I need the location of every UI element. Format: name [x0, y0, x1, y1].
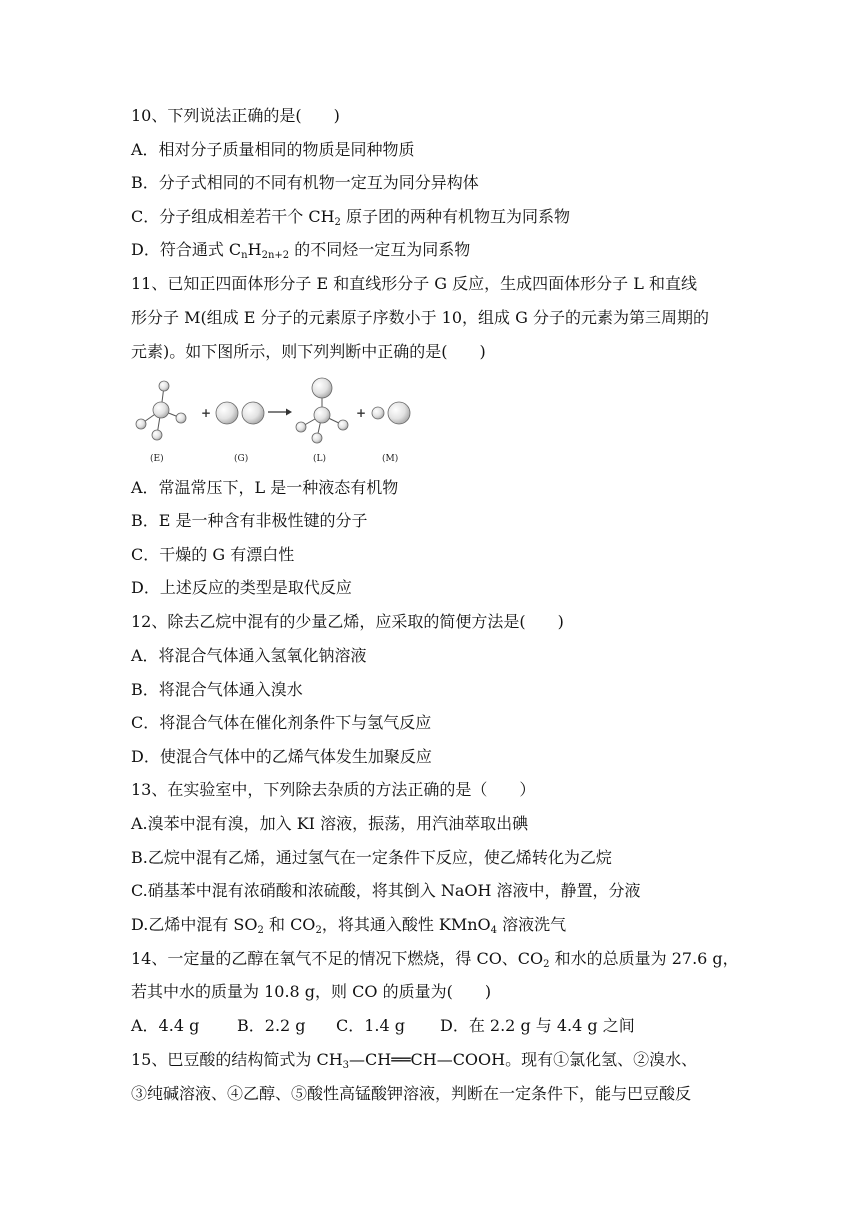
q12-option-b: B．将混合气体通入溴水	[131, 680, 303, 699]
q11-option-a: A．常温常压下，L 是一种液态有机物	[131, 478, 399, 497]
q12-stem: 12、除去乙烷中混有的少量乙烯，应采取的简便方法是( )	[131, 612, 564, 631]
label-g: (G)	[234, 454, 249, 464]
q13-stem: 13、在实验室中，下列除去杂质的方法正确的是（ ）	[131, 780, 536, 799]
q14-stem-line2: 若其中水的质量为 10.8 g，则 CO 的质量为( )	[131, 982, 492, 1001]
molecule-l	[296, 378, 348, 443]
reaction-arrow	[268, 409, 292, 416]
q12-option-d: D．使混合气体中的乙烯气体发生加聚反应	[131, 747, 432, 766]
q13-option-b: B.乙烷中混有乙烯，通过氢气在一定条件下反应，使乙烯转化为乙烷	[131, 848, 612, 867]
label-m: (M)	[382, 454, 399, 464]
q11-stem-line2: 形分子 M(组成 E 分子的元素原子序数小于 10，组成 G 分子的元素为第三周期的	[131, 308, 709, 327]
q11-option-c: C．干燥的 G 有漂白性	[131, 545, 295, 564]
q11-option-b: B．E 是一种含有非极性键的分子	[131, 511, 368, 530]
label-l: (L)	[313, 454, 326, 464]
q13-option-c: C.硝基苯中混有浓硝酸和浓硫酸，将其倒入 NaOH 溶液中，静置，分液	[131, 881, 641, 900]
q11-stem-line1: 11、已知正四面体形分子 E 和直线形分子 G 反应，生成四面体形分子 L 和直线	[131, 274, 697, 293]
q12-option-c: C．将混合气体在催化剂条件下与氢气反应	[131, 713, 432, 732]
q10-stem: 10、下列说法正确的是( )	[131, 106, 340, 125]
q15-stem-line2: ③纯碱溶液、④乙醇、⑤酸性高锰酸钾溶液，判断在一定条件下，能与巴豆酸反	[131, 1084, 692, 1103]
q10-option-d: D．符合通式 $C_nH_{2n+2}$ 的不同烃一定互为同系物	[131, 240, 471, 261]
molecule-reaction-diagram	[128, 374, 428, 466]
plus-sign-1: +	[201, 406, 212, 420]
q13-option-a: A.溴苯中混有溴，加入 KI 溶液，振荡，用汽油萃取出碘	[131, 814, 529, 833]
reaction-svg	[128, 374, 428, 466]
q10-option-a: A．相对分子质量相同的物质是同种物质	[131, 140, 415, 159]
molecule-g	[216, 402, 264, 424]
q14-stem-line1: 14、一定量的乙醇在氧气不足的情况下燃烧，得 CO、$CO_2$ 和水的总质量为 27.6 g，	[131, 949, 739, 970]
molecule-e	[136, 381, 186, 440]
molecule-m	[372, 402, 410, 424]
q14-options	[131, 1016, 635, 1036]
q15-stem-line1: 15、巴豆酸的结构简式为 $CH_3—CH══CH—COOH$。现有①氯化氢、②溴水、	[131, 1050, 698, 1071]
q11-option-d: D．上述反应的类型是取代反应	[131, 578, 352, 597]
q14-option-b: B．2.2 g	[237, 1016, 306, 1035]
q14-option-a: A．4.4 g	[131, 1016, 200, 1035]
q12-option-a: A．将混合气体通入氢氧化钠溶液	[131, 646, 367, 665]
q14-option-d: D．在 2.2 g 与 4.4 g 之间	[440, 1016, 635, 1035]
label-e: (E)	[150, 454, 164, 464]
q10-option-b: B．分子式相同的不同有机物一定互为同分异构体	[131, 173, 479, 192]
q10-option-c: C．分子组成相差若干个 $CH_2$ 原子团的两种有机物互为同系物	[131, 207, 570, 228]
plus-sign-2: +	[356, 406, 367, 420]
q14-option-c: C．1.4 g	[336, 1016, 406, 1035]
q11-stem-line3: 元素)。如下图所示，则下列判断中正确的是( )	[131, 342, 486, 361]
q13-option-d: D.乙烯中混有 $SO_2$ 和 $CO_2$，将其通入酸性 KMnO$_4$ 溶液洗气	[131, 915, 567, 936]
